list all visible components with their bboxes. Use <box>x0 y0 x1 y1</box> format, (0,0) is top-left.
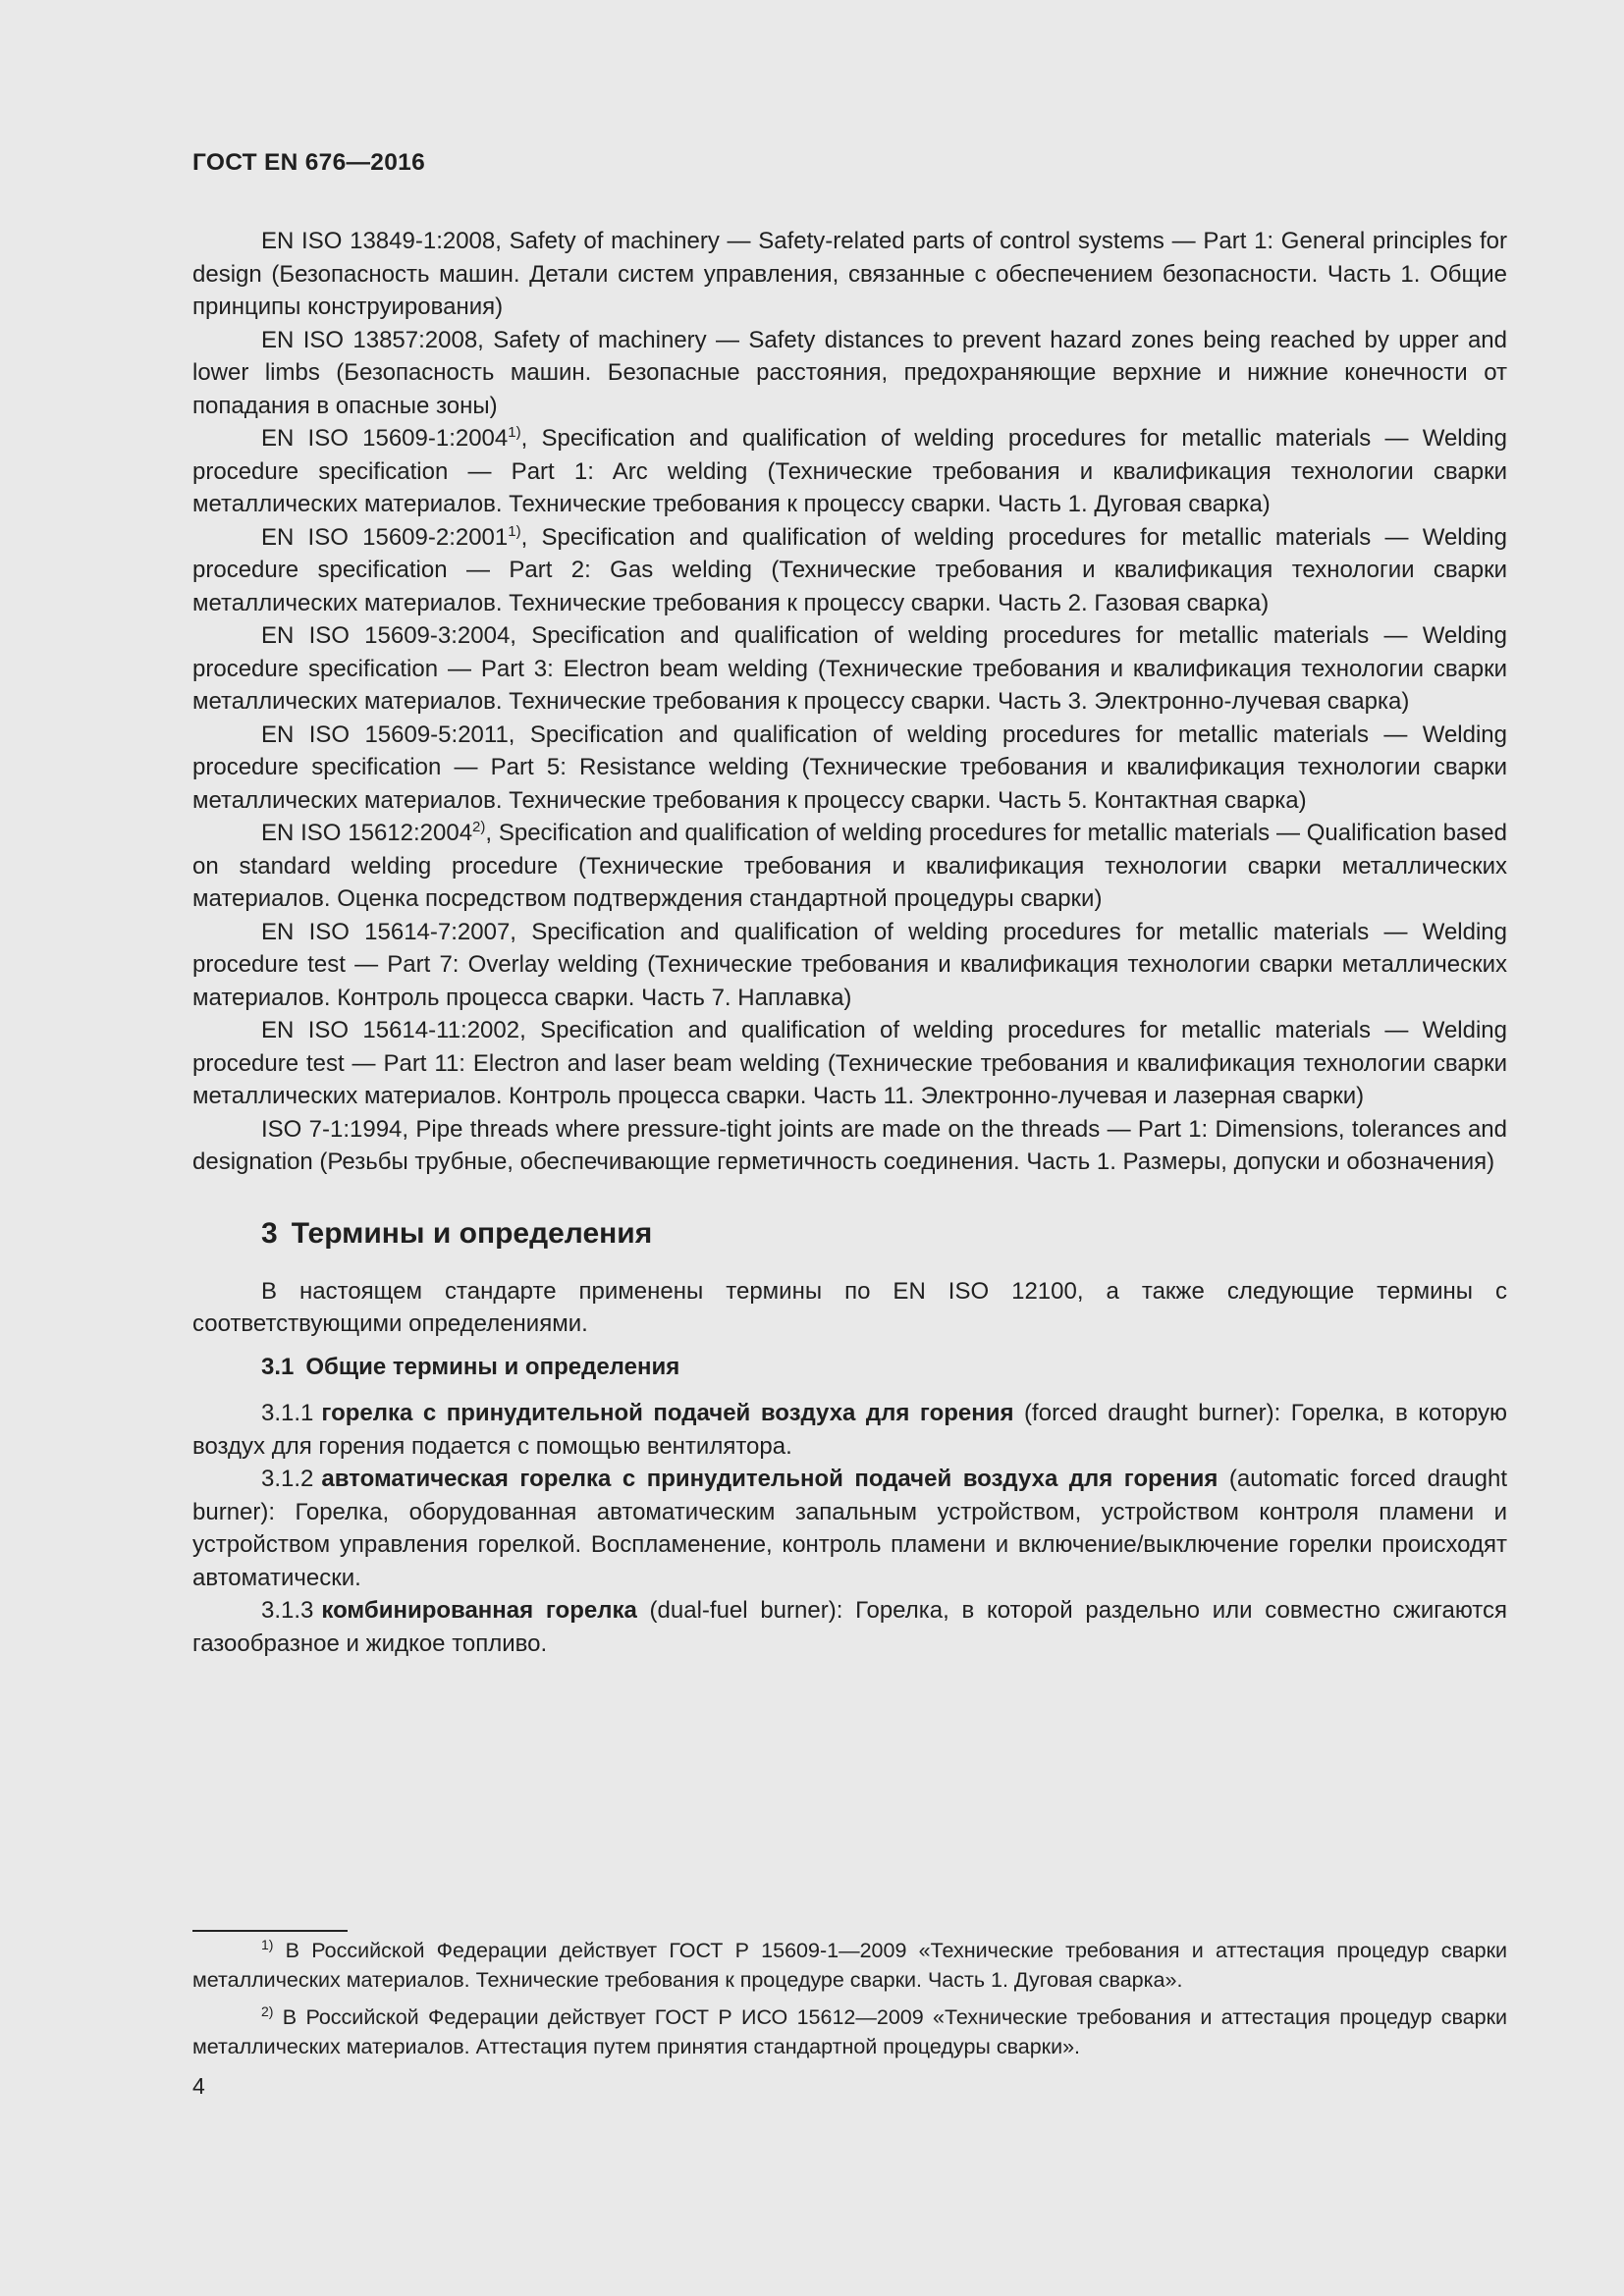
reference-item: EN ISO 15614-11:2002, Specification and qualification of welding procedures for metallic materials — Welding procedure test — Part 11: Electron and laser beam welding (Технические требования и квалификация технологии сварки металлических материалов. Контроль процесса сварки. Часть 11. Электронно-лучевая и лазерная сварки) <box>192 1017 1507 1109</box>
reference-item: EN ISO 15614-7:2007, Specification and qualification of welding procedures for metallic materials — Welding procedure test — Part 7: Overlay welding (Технические требования и квалификация технологии сварки металлических материалов. Контроль процесса сварки. Часть 7. Наплавка) <box>192 918 1507 1011</box>
footnote-ref: 2) <box>472 819 486 835</box>
section-heading: 3 Термины и определения <box>261 1216 653 1250</box>
normative-references-list <box>192 225 1507 1179</box>
term-name: комбинированная горелка <box>321 1597 637 1624</box>
footnote-ref: 1) <box>508 522 521 540</box>
term-name: автоматическая горелка с принудительной подачей воздуха для горения <box>321 1466 1218 1492</box>
page-number: 4 <box>192 2073 205 2099</box>
section-intro: В настоящем стандарте применены термины по EN ISO 12100, а также следующие термины с соответствующими определениями. <box>192 1277 1507 1337</box>
term-name: горелка с принудительной подачей воздуха для горения <box>321 1400 1014 1426</box>
reference-item: EN ISO 13857:2008, Safety of machinery — Safety distances to prevent hazard zones being reached by upper and lower limbs (Безопасность машин. Безопасные расстояния, предохраняющие верхние и нижние конечности от попадания в опасные зоны) <box>192 326 1507 419</box>
term-definition: 3.1.3 комбинированная горелка (dual-fuel burner): Горелка, в которой раздельно или совместно сжигаются газообразное и жидкое топливо. <box>192 1597 1508 1657</box>
footnote-item: $^{2)}$ В Российской Федерации действует ГОСТ Р ИСО 15612—2009 «Технические требования и аттестация процедур сварки металлических материалов. Аттестация путем принятия стандартной процедуры сварки». <box>192 2003 1507 2058</box>
footnote-mark: 2) <box>261 2003 274 2019</box>
reference-item: EN ISO 13849-1:2008, Safety of machinery — Safety-related parts of control systems — Part 1: General principles for design (Безопасность машин. Детали систем управления, связанные с обеспечением безопасности. Часть 1. Общие принципы конструирования) <box>192 228 1507 320</box>
term-definition: 3.1.1 горелка с принудительной подачей воздуха для горения (forced draught burner): Горелка, в которую воздух для горения подается с помощью вентилятора. <box>192 1400 1507 1460</box>
reference-item: EN ISO 15612:2004$^{2)}$, Specification and qualification of welding procedures for metallic materials — Qualification based on standard welding procedure (Технические требования и квалификация технологии сварки металлических материалов. Оценка посредством подтверждения стандартной процедуры сварки) <box>192 819 1507 912</box>
footnote-item: $^{1)}$ В Российской Федерации действует ГОСТ Р 15609-1—2009 «Технические требования и аттестация процедур сварки металлических материалов. Технические требования к процедуре сварки. Часть 1. Дуговая сварка». <box>192 1937 1507 1992</box>
footnotes <box>192 1936 1507 2069</box>
footnote-ref: 1) <box>508 424 521 441</box>
reference-item: EN ISO 15609-1:2004$^{1)}$, Specification and qualification of welding procedures for metallic materials — Welding procedure specification — Part 1: Arc welding (Технические требования и квалификация технологии сварки металлических материалов. Технические требования к процессу сварки. Часть 1. Дуговая сварка) <box>192 424 1508 517</box>
page-body <box>192 225 1507 1660</box>
subsection-heading: 3.1 Общие термины и определения <box>261 1353 680 1380</box>
footnote-mark: 1) <box>261 1937 274 1952</box>
term-definition: 3.1.2 автоматическая горелка с принудительной подачей воздуха для горения (automatic forced draught burner): Горелка, оборудованная автоматическим запальным устройством, устройством контроля пламени и устройством управления горелкой. Воспламенение, контроль пламени и включение/выключение горелки происходят автоматически. <box>192 1466 1508 1591</box>
reference-item: EN ISO 15609-2:2001$^{1)}$, Specification and qualification of welding procedures for metallic materials — Welding procedure specification — Part 2: Gas welding (Технические требования и квалификация технологии сварки металлических материалов. Технические требования к процессу сварки. Часть 2. Газовая сварка) <box>192 522 1508 616</box>
footnote-separator <box>192 1930 348 1932</box>
reference-item: EN ISO 15609-3:2004, Specification and qualification of welding procedures for metallic materials — Welding procedure specification — Part 3: Electron beam welding (Технические требования и квалификация технологии сварки металлических материалов. Технические требования к процессу сварки. Часть 3. Электронно-лучевая сварка) <box>192 622 1507 715</box>
page-header: ГОСТ EN 676—2016 <box>192 149 425 176</box>
reference-item: EN ISO 15609-5:2011, Specification and qualification of welding procedures for metallic materials — Welding procedure specification — Part 5: Resistance welding (Технические требования и квалификация технологии сварки металлических материалов. Технические требования к процессу сварки. Часть 5. Контактная сварка) <box>192 721 1507 814</box>
reference-item: ISO 7-1:1994, Pipe threads where pressure-tight joints are made on the threads — Part 1: Dimensions, tolerances and designation (Резьбы трубные, обеспечивающие герметичность соединения. Часть 1. Размеры, допуски и обозначения) <box>192 1115 1507 1175</box>
